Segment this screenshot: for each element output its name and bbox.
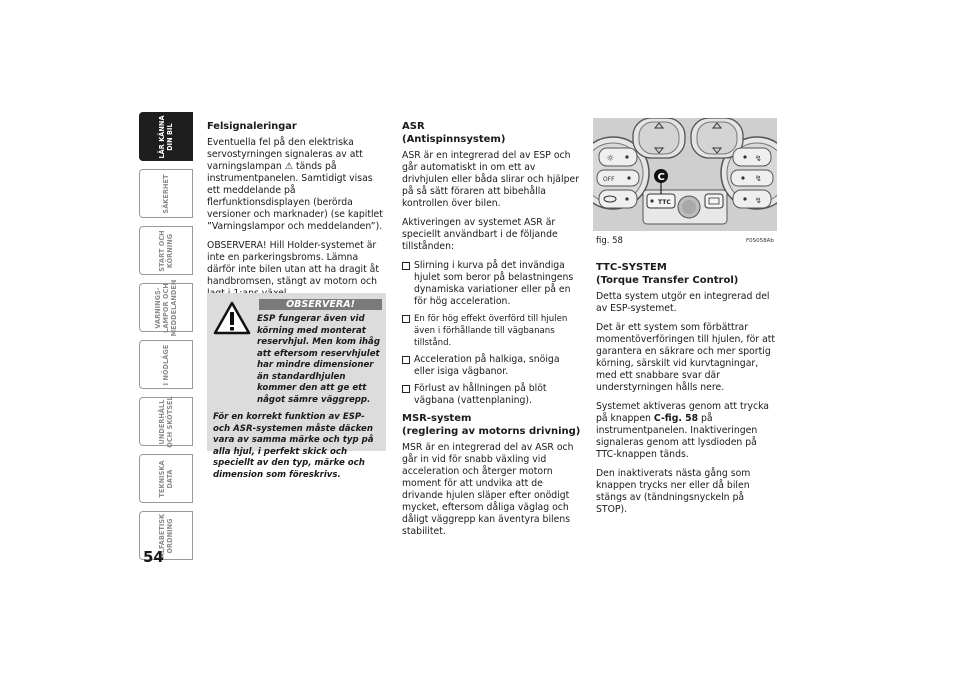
tab-label: UNDERHÅLL OCH SKÖTSEL (157, 395, 174, 448)
paragraph: ASR är en integrerad del av ESP och går automatiskt in om ett av drivhjulen eller båda slirar och hjälper på så sätt föraren att bibehålla kontrollen över bilen. (402, 150, 580, 209)
column-3 (596, 262, 776, 523)
ttc-button-illustration (593, 118, 777, 231)
list-item: Förlust av hållningen på blöt vägbana (vattenplaning). (402, 383, 582, 407)
svg-text:TTC: TTC (658, 199, 671, 206)
paragraph: MSR är en integrerad del av ASR och går in vid för snabb växling vid acceleration och återger motorn moment för att undvika att de drivande hjulen släper efter onödigt mycket, eftersom dåliga väglag och dåligt väggrepp kan äventyra bilens stabilitet. (402, 442, 574, 537)
section-heading: MSR-system (reglering av motorns drivning) (402, 413, 581, 437)
paragraph: OBSERVERA! Hill Holder-systemet är inte en parkeringsbroms. Lämna därför inte bilen utan att ha dragit åt handbromsen, stängt av motorn och (207, 240, 380, 287)
tab-sakerhet[interactable] (139, 169, 193, 218)
section-heading: Felsignaleringar (207, 121, 297, 132)
tab-label: VARNINGS- LAMPOR OCH MEDDELANDEN (153, 279, 178, 336)
paragraph (596, 401, 776, 461)
column-2 (402, 121, 582, 545)
warning-box (207, 293, 386, 480)
figure-reference: C-fig. 58 (653, 413, 699, 424)
tab-label: I NÖDLÄGE (161, 344, 170, 385)
tab-label: LÄR KÄNNA DIN BIL (157, 114, 174, 159)
tab-label: ALFABETISK ORDNING (157, 513, 174, 558)
svg-text:↯: ↯ (755, 196, 762, 205)
list-item: Acceleration på halkiga, snöiga eller isiga vägbanor. (402, 354, 582, 378)
figure-caption: fig. 58 (596, 236, 623, 246)
text-run: på instrumentpanelen. Inaktiveringen signaleras genom att lysdioden på TTC-knappen tänds. (596, 413, 758, 460)
svg-text:↯: ↯ (755, 154, 762, 163)
chapter-tabs (139, 112, 193, 568)
warning-text (213, 314, 383, 487)
svg-text:C: C (657, 172, 665, 183)
list-item: En för hög effekt överförd till hjulen även i förhållande till vägbanans tillstånd. (402, 313, 582, 349)
paragraph: Detta system utgör en integrerad del av ESP-systemet. (596, 291, 770, 314)
tab-underhall[interactable] (139, 397, 193, 446)
tab-label: START OCH KÖRNING (157, 229, 174, 272)
figure-code: F0S058Ab (746, 238, 774, 244)
tab-label: TEKNISKA DATA (157, 459, 174, 498)
paragraph: För en korrekt funktion av ESP- och ASR-systemen måste däcken vara av samma märke och typ på alla hjul, i perfekt skick och speciellt av den typ, märke och dimension som föreskrivs. (213, 412, 374, 480)
tab-start-och-korning[interactable] (139, 226, 193, 275)
svg-text:OFF: OFF (603, 176, 615, 183)
paragraph: Den inaktiverats nästa gång som knappen trycks ner eller då bilen stängs av (tändningsnyckeln på STOP). (596, 468, 751, 515)
page-number: 54 (143, 548, 164, 566)
column-1 (207, 121, 387, 307)
paragraph: Det är ett system som förbättrar momentöverföringen till hjulen, för att garantera en säkrare och mer sportig körning, särskilt vid kurvtagningar, med ett snabbare svar där understyrningen hålls nere. (596, 322, 776, 393)
section-heading: TTC-SYSTEM (Torque Transfer Control) (596, 262, 739, 286)
tab-tekniska-data[interactable] (139, 454, 193, 503)
paragraph: ESP fungerar även vid körning med monterat reservhjul. Men kom ihåg att eftersom reservhjulet har mindre dimensioner än standardhjulen kommer den att ge ett något sämre väggrepp. (257, 314, 380, 405)
tab-lar-kanna-din-bil[interactable] (139, 112, 193, 161)
svg-text:↯: ↯ (755, 174, 762, 183)
warning-title: OBSERVERA! (259, 299, 382, 310)
tab-label: SÄKERHET (161, 173, 170, 214)
tab-varningslampor[interactable] (139, 279, 193, 336)
bullet-list (402, 260, 582, 407)
list-item: Slirning i kurva på det invändiga hjulet som beror på belastningens dynamiska variationer eller på en för hög acceleration. (402, 260, 582, 308)
paragraph: Eventuella fel på den elektriska servostyrningen signaleras av att varningslampan ⚠ tänds på instrumentpanelen. Samtidigt visas ett meddelande på flerfunktionsdisplayen (berörda versioner och marknader) (se kapitlet ”Varningslampor och meddelanden”). (207, 137, 383, 232)
tab-i-nodlage[interactable] (139, 340, 193, 389)
text-run: Systemet aktiveras genom att trycka på knappen (596, 401, 769, 424)
dashboard-figure (593, 118, 777, 231)
paragraph: Aktiveringen av systemet ASR är speciellt användbart i de följande tillstånden: (402, 217, 558, 252)
section-heading: ASR (Antispinnsystem) (402, 121, 506, 145)
svg-text:☼: ☼ (606, 154, 615, 164)
